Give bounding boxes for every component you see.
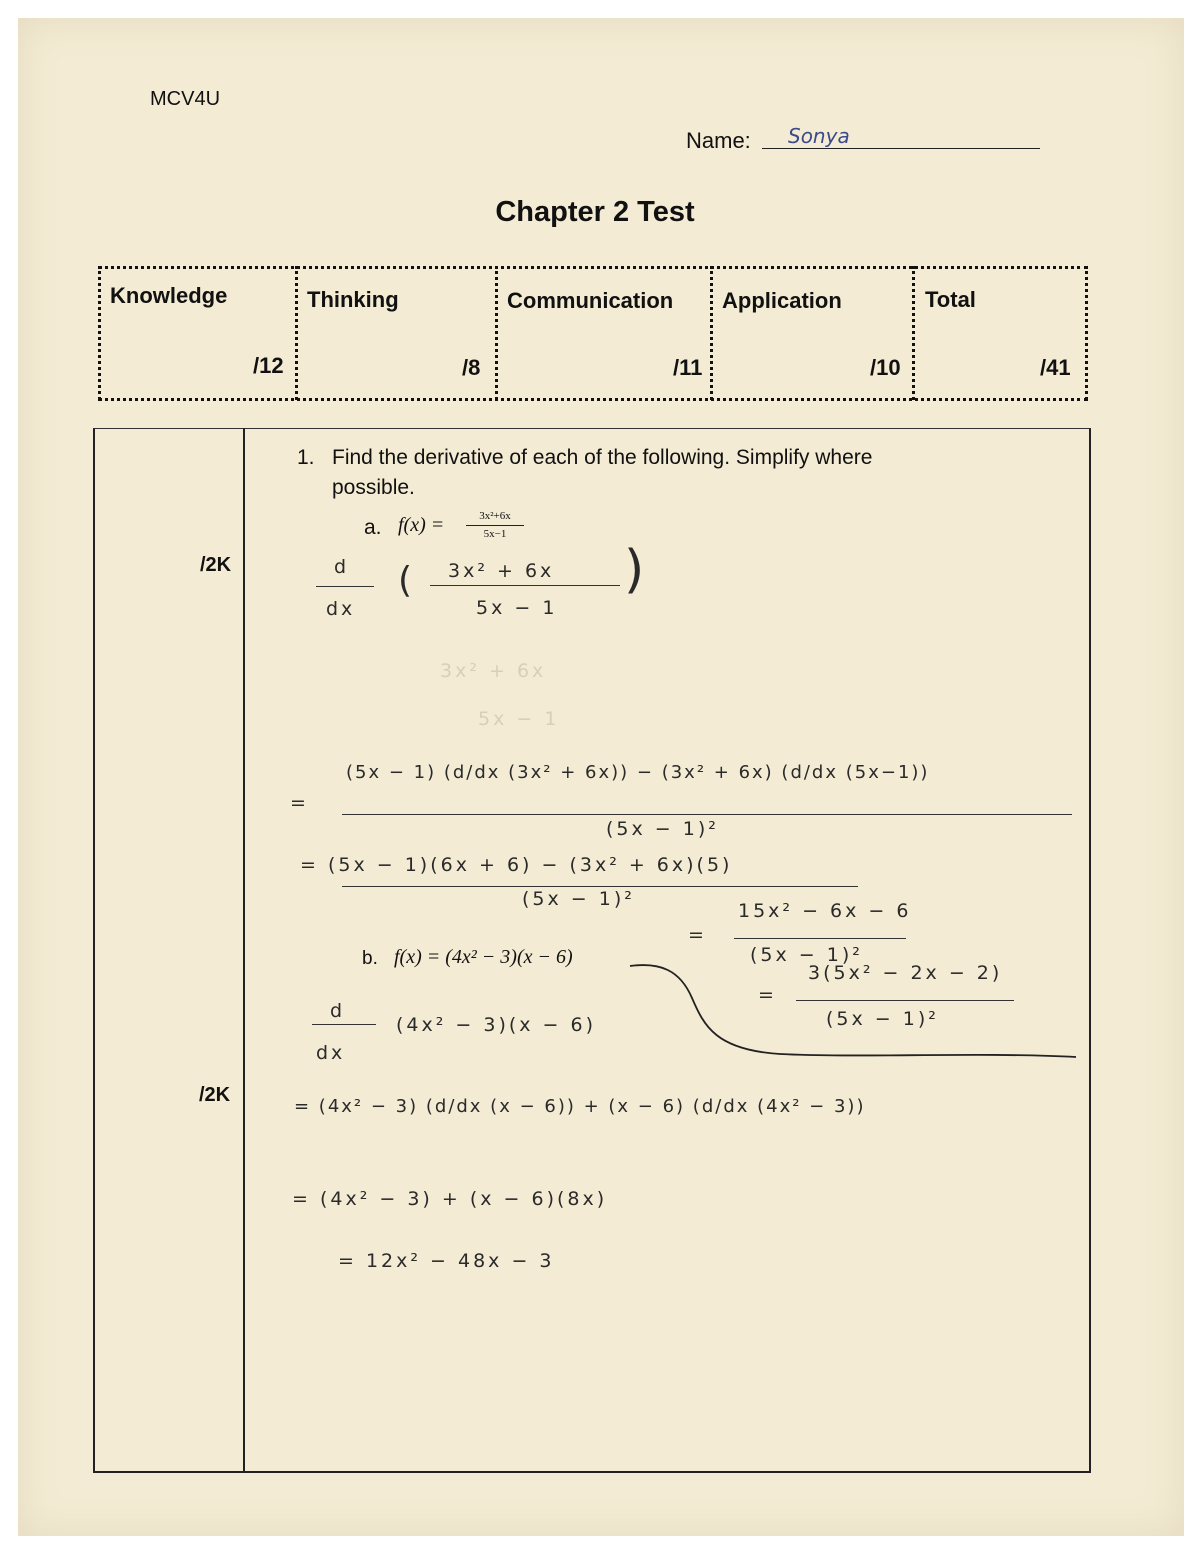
work-b-d: d: [330, 1000, 346, 1022]
part-b-function: f(x) = (4x² − 3)(x − 6): [394, 946, 573, 968]
page-title: Chapter 2 Test: [495, 196, 695, 228]
rubric-knowledge-score: /12: [253, 353, 284, 378]
rubric-communication-score: /11: [673, 355, 703, 380]
work-a-paren-close: ): [624, 540, 645, 600]
rubric-total-label: Total: [925, 287, 976, 312]
work-b-step1: = (4x² − 3) (d/dx (x − 6)) + (x − 6) (d/dx (4x² − 3)): [294, 1096, 866, 1117]
question-prompt-line2: possible.: [332, 476, 415, 499]
work-a-paren-open: (: [398, 560, 413, 601]
work-a-dx: dx: [326, 598, 356, 620]
course-code: MCV4U: [150, 88, 221, 110]
work-a-eq3: =: [758, 984, 777, 1006]
work-b-dx: dx: [316, 1042, 346, 1064]
student-name: Sonya: [788, 124, 850, 148]
name-label: Name:: [686, 128, 751, 153]
part-a-function: f(x) =: [398, 514, 445, 536]
question-number: 1.: [297, 446, 315, 469]
work-a-step4-num: 3(5x² − 2x − 2): [808, 962, 1003, 984]
part-a-fraction-bar: [466, 525, 524, 526]
rubric-application-score: /10: [870, 355, 901, 380]
rubric-communication-label: Communication: [507, 288, 674, 313]
part-a-label: a.: [364, 516, 382, 539]
work-b-step3: = 12x² − 48x − 3: [338, 1250, 555, 1272]
work-a-step3-den: (5x − 1)²: [750, 944, 863, 966]
work-b-dx-bar: [312, 1024, 376, 1025]
part-b-mark: /2K: [199, 1084, 231, 1106]
name-underline: [762, 148, 1040, 149]
work-a-step3-num: 15x² − 6x − 6: [738, 900, 912, 922]
work-a-step2-bar: [342, 886, 858, 887]
rubric-knowledge-label: Knowledge: [110, 283, 228, 308]
work-a-step2-num: = (5x − 1)(6x + 6) − (3x² + 6x)(5): [300, 854, 733, 876]
part-a-numerator: 3x²+6x: [479, 510, 511, 522]
work-a-frac-num: 3x² + 6x: [448, 560, 555, 582]
work-a-eq2: =: [688, 924, 707, 946]
work-a-faint-num: 3x² + 6x: [440, 660, 547, 682]
rubric-thinking-score: /8: [462, 355, 481, 380]
work-a-step1-num: (5x − 1) (d/dx (3x² + 6x)) − (3x² + 6x) (d/dx (5x−1)): [346, 762, 930, 783]
part-a-denominator: 5x−1: [483, 528, 507, 540]
part-b-label: b.: [362, 948, 378, 969]
work-a-dx-bar: [316, 586, 374, 587]
work-a-frac-den: 5x − 1: [476, 597, 558, 619]
question-prompt-line1: Find the derivative of each of the following. Simplify where: [332, 446, 873, 469]
work-a-frac-bar: [430, 585, 620, 586]
work-b-expr: (4x² − 3)(x − 6): [396, 1014, 597, 1036]
work-a-eq: =: [290, 792, 309, 814]
work-a-step1-den: (5x − 1)²: [606, 818, 719, 840]
work-a-step2-den: (5x − 1)²: [522, 888, 635, 910]
rubric-application-label: Application: [722, 288, 842, 313]
work-a-step4-den: (5x − 1)²: [826, 1008, 939, 1030]
part-a-mark: /2K: [200, 554, 232, 576]
work-a-faint-den: 5x − 1: [478, 708, 560, 730]
rubric-thinking-label: Thinking: [307, 287, 399, 312]
rubric-total-score: /41: [1040, 355, 1071, 380]
work-a-d: d: [334, 556, 350, 578]
work-a-step1-bar: [342, 814, 1072, 815]
work-a-divider-curve: [600, 940, 1080, 1070]
work-a-step3-bar: [734, 938, 906, 939]
work-b-step2: = (4x² − 3) + (x − 6)(8x): [292, 1188, 608, 1210]
